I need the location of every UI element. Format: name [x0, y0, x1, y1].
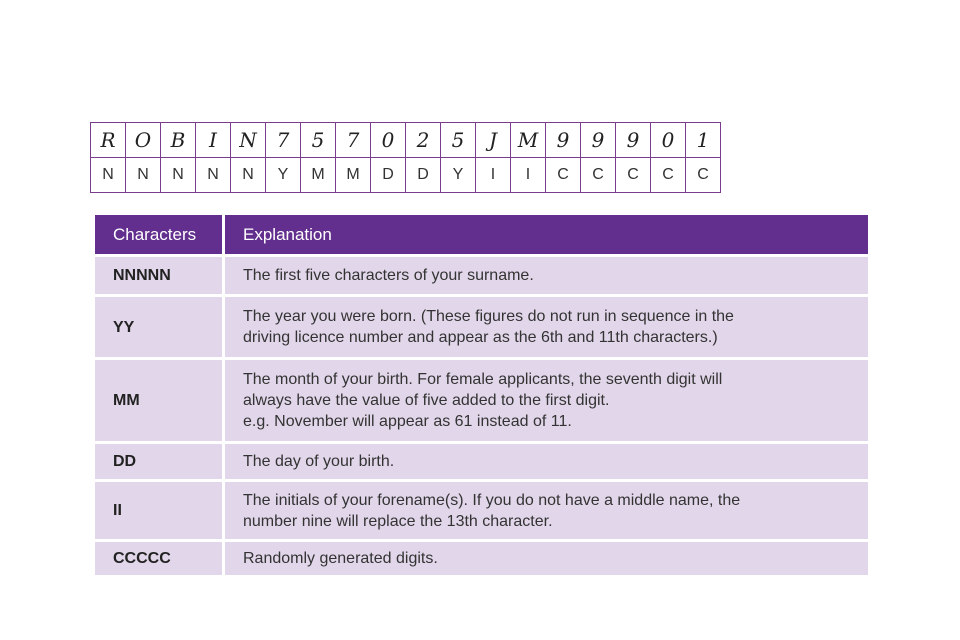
explanation-text — [225, 542, 868, 578]
licence-code: C — [581, 158, 616, 193]
licence-char: J — [476, 123, 511, 158]
licence-char: 1 — [686, 123, 721, 158]
licence-char: 0 — [651, 123, 686, 158]
licence-char: 9 — [616, 123, 651, 158]
explanation-line: e.g. November will appear as 61 instead of 11. — [243, 413, 572, 430]
explanation-table — [95, 215, 868, 578]
character-code: CCCCC — [95, 542, 225, 578]
explanation-text — [225, 360, 868, 444]
licence-char: 5 — [441, 123, 476, 158]
table-row — [95, 257, 868, 297]
character-code: YY — [95, 297, 225, 360]
explanation-line: The first five characters of your surname. — [243, 267, 534, 284]
characters-header: Characters — [95, 215, 225, 257]
table-row — [95, 482, 868, 542]
licence-number-grid — [90, 122, 721, 193]
explanation-line: The year you were born. (These figures do not run in sequence in the — [243, 308, 734, 325]
licence-code: N — [161, 158, 196, 193]
explanation-line: The day of your birth. — [243, 453, 395, 470]
explanation-line: The initials of your forename(s). If you do not have a middle name, the — [243, 491, 741, 509]
licence-code: C — [616, 158, 651, 193]
table-row — [95, 360, 868, 444]
licence-code: I — [476, 158, 511, 193]
explanation-text — [225, 297, 868, 360]
explanation-line: driving licence number and appear as the 6th and 11th characters.) — [243, 329, 718, 346]
table-row — [95, 444, 868, 482]
licence-char: 0 — [371, 123, 406, 158]
character-code: DD — [95, 444, 225, 482]
licence-char: 2 — [406, 123, 441, 158]
character-code: II — [95, 482, 225, 542]
table-row — [95, 297, 868, 360]
licence-char: R — [91, 123, 126, 158]
licence-code: N — [196, 158, 231, 193]
explanation-header-row — [95, 215, 868, 257]
licence-code: Y — [266, 158, 301, 193]
explanation-line: The month of your birth. For female applicants, the seventh digit will — [243, 371, 723, 388]
licence-char: I — [196, 123, 231, 158]
licence-code: N — [91, 158, 126, 193]
character-code: NNNNN — [95, 257, 225, 297]
licence-code: I — [511, 158, 546, 193]
licence-char: O — [126, 123, 161, 158]
explanation-line: number nine will replace the 13th character. — [243, 512, 553, 530]
licence-code: C — [686, 158, 721, 193]
licence-code: C — [546, 158, 581, 193]
licence-code: M — [301, 158, 336, 193]
explanation-text — [225, 444, 868, 482]
licence-char: B — [161, 123, 196, 158]
licence-code: D — [406, 158, 441, 193]
table-row — [95, 542, 868, 578]
licence-char: 7 — [336, 123, 371, 158]
licence-char: 5 — [301, 123, 336, 158]
explanation-text — [225, 482, 868, 542]
licence-char: N — [231, 123, 266, 158]
explanation-header: Explanation — [225, 215, 868, 257]
licence-code: Y — [441, 158, 476, 193]
licence-char: 9 — [546, 123, 581, 158]
explanation-line: Randomly generated digits. — [243, 550, 438, 567]
licence-code: M — [336, 158, 371, 193]
licence-code: C — [651, 158, 686, 193]
licence-code: D — [371, 158, 406, 193]
character-code: MM — [95, 360, 225, 444]
licence-char: 7 — [266, 123, 301, 158]
licence-code: N — [126, 158, 161, 193]
explanation-text — [225, 257, 868, 297]
licence-char: 9 — [581, 123, 616, 158]
licence-code: N — [231, 158, 266, 193]
explanation-line: always have the value of five added to the first digit. — [243, 392, 610, 409]
licence-characters-row — [91, 123, 721, 158]
licence-codes-row — [91, 158, 721, 193]
licence-char: M — [511, 123, 546, 158]
